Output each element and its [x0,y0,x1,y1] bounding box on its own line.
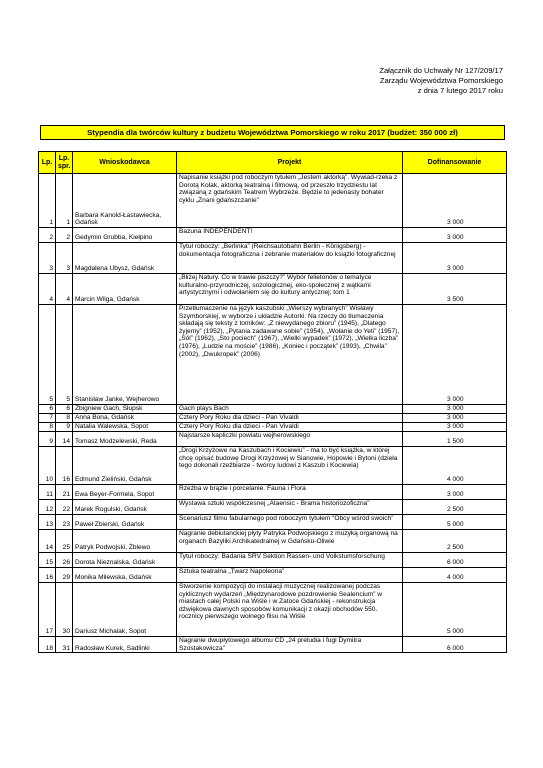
cell-lp: 8 [39,423,56,432]
cell-applicant: Patryk Podwojski, Żblewo [73,530,177,553]
cell-project: Stworzenie kompozycji do instalacji muzycznej realizowanej podczas cyklicznych wydarzeń „Międzynarodowe pozdrowienie Sealencium” w miastach całej Polski na Wiśle i w Zatoce Gdańskiej - rekonstrukcja dźwiękowa dawnych sposobów komunikacji z okazji obchodów 550. rocznicy pierwszego wolnego flisu na Wiśle [177,583,403,637]
cell-lp: 4 [39,274,56,305]
cell-applicant: Dariusz Michalak, Sopot [73,583,177,637]
cell-lp-spr: 4 [56,274,73,305]
cell-applicant: Marcin Wilga, Gdańsk [73,274,177,305]
cell-lp-spr: 6 [56,405,73,414]
cell-funding: 2 500 [403,500,507,515]
cell-project: „Bliżej Natury. Co w trawie piszczy?” Wybór felietonów o tematyce kulturalno-przyrodniczej, sozologicznej, eko-społecznej z wątkami artystycznymi i odwołaniem się do kultury antycznej; tom 1 [177,274,403,305]
cell-applicant: Tomasz Modzelewski, Reda [73,432,177,447]
cell-lp: 5 [39,305,56,405]
cell-funding: 1 500 [403,432,507,447]
header-board: Zarządu Województwa Pomorskiego [379,76,503,85]
cell-funding: 4 000 [403,568,507,583]
cell-funding: 2 500 [403,530,507,553]
cell-project: Cztery Pory Roku dla dzieci - Pan Vivaldi [177,423,403,432]
cell-project: Cztery Pory Roku dla dzieci - Pan Vivaldi [177,414,403,423]
table-row [39,568,507,583]
cell-funding: 3 000 [403,405,507,414]
cell-lp-spr: 22 [56,500,73,515]
table-row [39,637,507,653]
cell-project: Nagranie debiutanckiej płyty Patryka Podwojskiego z muzyką organową na organach Bazyliki Archikatedralnej w Gdańsku-Oliwie [177,530,403,553]
table-row [39,500,507,515]
cell-lp-spr: 29 [56,568,73,583]
cell-lp: 6 [39,405,56,414]
cell-lp-spr: 1 [56,174,73,228]
cell-lp: 11 [39,485,56,500]
cell-funding: 3 000 [403,174,507,228]
cell-lp-spr: 3 [56,243,73,274]
table-body [39,174,507,653]
table-row [39,174,507,228]
cell-project: Bazuna INDEPENDENT! [177,228,403,243]
cell-project: Nagranie dwupłytowego albumu CD „24 preludia i fugi Dymitra Szostakowicza” [177,637,403,653]
cell-applicant: Marek Rogulski, Gdańsk [73,500,177,515]
cell-lp-spr: 5 [56,305,73,405]
col-header-project: Projekt [177,152,403,174]
table-row [39,515,507,530]
cell-lp: 12 [39,500,56,515]
cell-lp-spr: 16 [56,447,73,485]
cell-lp: 13 [39,515,56,530]
cell-lp-spr: 23 [56,515,73,530]
cell-lp-spr: 8 [56,414,73,423]
cell-project: Napisanie książki pod roboczym tytułem „Jestem aktorką”. Wywiad-rzeka z Dorotą Kolak, aktorką teatralną i filmową, od przeszło trzydziestu lat związaną z gdańskim Teatrem Wybrzeże. Będzie to jedenasty bohater cyklu „Znani gdańszczanie” [177,174,403,228]
table-row [39,447,507,485]
cell-funding: 3 000 [403,485,507,500]
document-title: Stypendia dla twórców kultury z budżetu Województwa Pomorskiego w roku 2017 (budżet: 350 000 zł) [40,125,505,140]
cell-lp: 15 [39,553,56,568]
header-date: z dnia 7 lutego 2017 roku [417,86,503,95]
cell-applicant: Stanisław Janke, Wejherowo [73,305,177,405]
cell-lp: 3 [39,243,56,274]
table-row [39,414,507,423]
cell-lp-spr: 31 [56,637,73,653]
col-header-lp: Lp. [39,152,56,174]
cell-applicant: Anna Bona, Gdańsk [73,414,177,423]
cell-applicant: Dorota Nieznalska, Gdańsk [73,553,177,568]
cell-applicant: Natalia Walewska, Sopot [73,423,177,432]
table-row [39,432,507,447]
cell-funding: 3 000 [403,423,507,432]
cell-lp-spr: 21 [56,485,73,500]
cell-funding: 3 000 [403,305,507,405]
cell-lp: 16 [39,568,56,583]
cell-funding: 6 000 [403,637,507,653]
cell-project: Tytuł roboczy: „Berlinka” (Reichsautobahn Berlin - Königsberg) - dokumentacja fotograficzna i zebranie materiałów do książki fotograficznej [177,243,403,274]
cell-project: „Drogi Krzyżowe na Kaszubach i Kociewiu” - ma to być książka, w której chcę opisać budowę Drogi Krzyżowej w Sianowie, Hopowie i Bytoni (dzieła tego dokonali rzeźbiarze - twórcy ludowi z Kaszub i Kociewia) [177,447,403,485]
cell-project: Tytuł roboczy: Badania SRV Sektion Rassen- und Volkstumsforschung [177,553,403,568]
cell-funding: 3 000 [403,414,507,423]
table-header-row [39,152,507,174]
cell-applicant: Magdalena Ubysz, Gdańsk [73,243,177,274]
cell-lp: 7 [39,414,56,423]
scholarship-table [38,151,507,653]
cell-project: Rzeźba w brązie i porcelanie. Fauna i Flora [177,485,403,500]
cell-lp: 9 [39,432,56,447]
table-row [39,485,507,500]
table-row [39,243,507,274]
cell-funding: 3 000 [403,228,507,243]
cell-project: Gach plays Bach [177,405,403,414]
cell-applicant: Radosław Kurek, Sadlinki [73,637,177,653]
cell-applicant: Edmund Zieliński, Gdańsk [73,447,177,485]
cell-applicant: Ewa Beyer-Formela, Sopot [73,485,177,500]
cell-lp-spr: 14 [56,432,73,447]
col-header-lp-spr: Lp. spr. [56,152,73,174]
cell-lp-spr: 9 [56,423,73,432]
table-row [39,583,507,637]
cell-lp: 14 [39,530,56,553]
col-header-applicant: Wnioskodawca [73,152,177,174]
table-row [39,274,507,305]
cell-lp: 1 [39,174,56,228]
table-row [39,553,507,568]
header-resolution: Załącznik do Uchwały Nr 127/209/17 [379,66,503,75]
table-row [39,305,507,405]
cell-funding: 6 000 [403,553,507,568]
cell-project: Scenariusz filmu fabularnego pod roboczym tytułem “Obcy wśród swoich” [177,515,403,530]
cell-lp: 10 [39,447,56,485]
cell-lp-spr: 25 [56,530,73,553]
cell-project: Wystawa sztuki współczesnej „Ataensic - Brama historiozoficzna” [177,500,403,515]
table-row [39,228,507,243]
table-row [39,405,507,414]
cell-applicant: Paweł Zbierski, Gdańsk [73,515,177,530]
cell-applicant: Monika Milewska, Gdańsk [73,568,177,583]
cell-lp-spr: 2 [56,228,73,243]
cell-lp: 18 [39,637,56,653]
cell-funding: 3 000 [403,243,507,274]
cell-project: Najstarsze kapliczki powiatu wejherowskiego [177,432,403,447]
cell-applicant: Gedymin Grubba, Kiełpino [73,228,177,243]
cell-lp-spr: 26 [56,553,73,568]
cell-lp: 2 [39,228,56,243]
table-row [39,530,507,553]
cell-funding: 4 000 [403,447,507,485]
cell-lp-spr: 30 [56,583,73,637]
col-header-funding: Dofinansowanie [403,152,507,174]
cell-applicant: Zbigniew Gach, Słupsk [73,405,177,414]
cell-lp: 17 [39,583,56,637]
cell-funding: 5 000 [403,583,507,637]
cell-funding: 5 000 [403,515,507,530]
cell-funding: 3 500 [403,274,507,305]
cell-project: Przetłumaczenie na język kaszubski „Wierszy wybranych” Wisławy Szymborskiej, w wyborze i układzie Autorki. Na rzeczy do tłumaczenia składają się teksty z tomików: „Z niewydanego zbioru” (1945), „Dlatego żyjemy” (1952), „Pytania zadawane sobie” (1954), „Wołanie do Yeti” (1957), „Sól” (1962), „Sto pociech” (1967), „Wielki wypadek” (1972), „Wielka liczba” (1976), „Ludzie na moście” (1986), „Koniec i początek” (1993), „Chwila” (2002), „Dwukropek” (2006) [177,305,403,405]
cell-applicant: Barbara Kanold-Łastawiecka, Gdańsk [73,174,177,228]
cell-project: Sztuka teatralna „Twarz Napoleona” [177,568,403,583]
document-header [379,66,503,96]
table-row [39,423,507,432]
